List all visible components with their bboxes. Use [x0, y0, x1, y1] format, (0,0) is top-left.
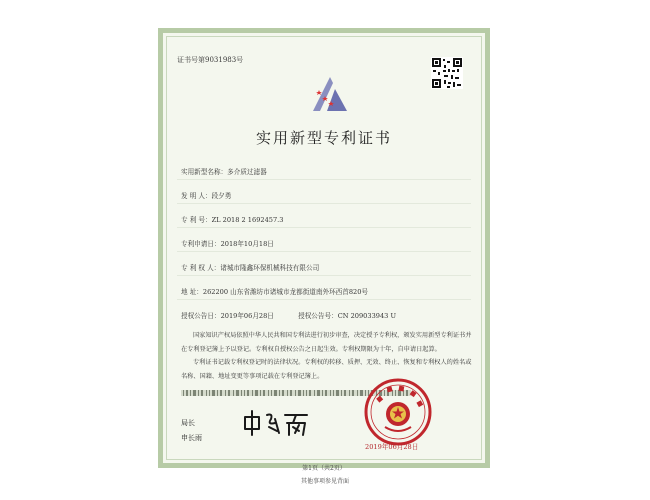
field-inventor: 发 明 人：段夕勇 [181, 192, 232, 200]
notice-paragraph-2: 专利证书记载专利权登记时的法律状况。专利权的转移、质押、无效、终止、恢复和专利权人的姓名或名称、国籍、地址变更等事项记载在专利登记簿上。 [181, 359, 472, 380]
divider [177, 275, 471, 276]
director-title: 局长 [181, 419, 195, 427]
footer-note: 其他事项参见背面 [300, 478, 349, 485]
seal-date: 2019年06月28日 [365, 443, 419, 451]
divider [177, 203, 471, 204]
notice-paragraph-1: 国家知识产权局依照中华人民共和国专利法进行初步审查，决定授予专利权，颁发实用新型专利证书并在专利登记簿上予以登记。专利权自授权公告之日起生效。专利权期限为十年，自申请日起算。 [181, 332, 472, 353]
director-signature-icon [241, 409, 311, 437]
field-application-date: 专利申请日：2018年10月18日 [181, 240, 274, 248]
field-patentee: 专 利 权 人：诸城市隆鑫环保机械科技有限公司 [181, 264, 320, 272]
divider [177, 179, 471, 180]
director-name: 申长雨 [181, 434, 202, 442]
certificate-number: 证书号第9031983号 [177, 56, 244, 64]
field-patent-number: 专 利 号：ZL 2018 2 1692457.3 [181, 216, 284, 224]
divider [177, 227, 471, 228]
certificate-title: 实用新型专利证书 [255, 129, 392, 147]
field-grant-announcement: 授权公告日：2019年06月28日 授权公告号：CN 209033943 U [181, 312, 397, 320]
page-number: 第1页（共2页） [302, 465, 346, 472]
patent-office-emblem-icon [309, 73, 351, 115]
field-address: 地 址：262200 山东省潍坊市诸城市龙都街道南外环西首820号 [181, 288, 369, 296]
official-seal-icon [363, 377, 433, 447]
divider [177, 299, 471, 300]
divider [177, 251, 471, 252]
field-utility-model-name: 实用新型名称：多介质过滤器 [181, 168, 267, 176]
patent-certificate [158, 28, 490, 472]
qr-code-icon [431, 57, 463, 89]
